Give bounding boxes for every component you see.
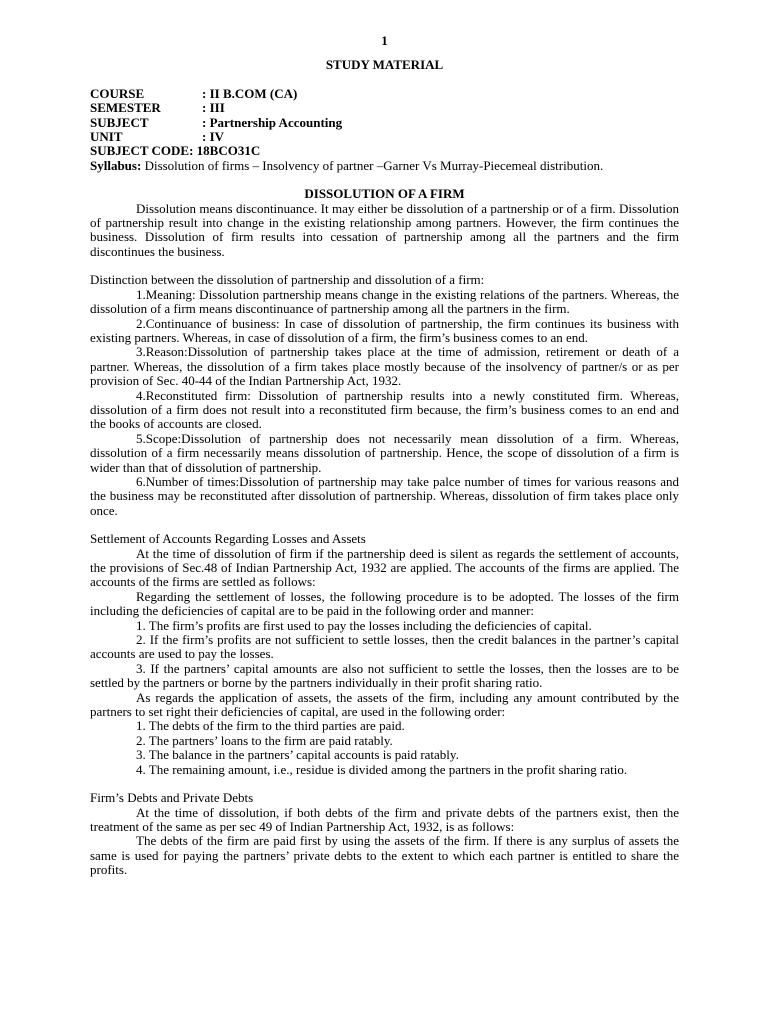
course-info-table bbox=[90, 87, 342, 145]
assets-item: 3. The balance in the partners’ capital accounts is paid ratably. bbox=[136, 747, 459, 763]
meta-value: : Partnership Accounting bbox=[202, 114, 343, 130]
intro-paragraph: Dissolution means discontinuance. It may either be dissolution of a partnership or of a firm. Dissolution of partnership result into change in the existing relationship among partners. However, the firm continues the business. Dissolution of firm results into cessation of partnership among all the partners and the firm discontinues the business. bbox=[90, 200, 679, 259]
meta-key: COURSE bbox=[90, 85, 145, 101]
settlement-paragraph: At the time of dissolution of firm if the partnership deed is silent as regards the settlement of accounts, the provisions of Sec.48 of Indian Partnership Act, 1932 are applied. The accounts of the firms are applied. The accounts of the firms are settled as follows: bbox=[90, 545, 679, 590]
settlement-title: Settlement of Accounts Regarding Losses and Assets bbox=[90, 531, 366, 547]
distinction-title: Distinction between the dissolution of partnership and dissolution of a firm: bbox=[90, 272, 485, 288]
debts-paragraph: The debts of the firm are paid first by using the assets of the firm. If there is any surplus of assets the same is used for paying the partners’ private debts to the extent to which each partner is entitled to share the profits. bbox=[90, 833, 679, 878]
document-title: STUDY MATERIAL bbox=[325, 57, 444, 73]
syllabus-text: Dissolution of firms – Insolvency of partner –Garner Vs Murray-Piecemeal distribution. bbox=[141, 157, 604, 173]
page-content bbox=[90, 34, 679, 878]
page-number: 1 bbox=[381, 33, 388, 48]
section-heading: DISSOLUTION OF A FIRM bbox=[304, 186, 465, 202]
assets-paragraph: As regards the application of assets, the assets of the firm, including any amount contributed by the partners to set right their deficiencies of capital, are used in the following order: bbox=[90, 689, 679, 720]
syllabus bbox=[90, 159, 679, 173]
distinction-item: 4.Reconstituted firm: Dissolution of partnership results into a newly constituted firm. Whereas, dissolution of a firm does not result into a reconstituted firm because, the firm’s business comes to an end and the books of accounts are closed. bbox=[90, 387, 679, 432]
meta-row bbox=[90, 130, 342, 144]
distinction-item: 6.Number of times:Dissolution of partnership may take palce number of times for various reasons and the business may be reconstituted after dissolution of partnership. Whereas, dissolution of firm takes place only once. bbox=[90, 473, 679, 518]
distinction-item: 5.Scope:Dissolution of partnership does not necessarily mean dissolution of a firm. Whereas, dissolution of a firm necessarily means dissolution of partnership. Hence, the scope of dissolution of a firm is wider than that of dissolution of partnership. bbox=[90, 430, 679, 475]
meta-row bbox=[90, 87, 342, 101]
assets-item: 1. The debts of the firm to the third parties are paid. bbox=[136, 718, 405, 734]
debts-paragraph: At the time of dissolution, if both debts of the firm and private debts of the partners exist, then the treatment of the same as per sec 49 of Indian Partnership Act, 1932, is as follows: bbox=[90, 804, 679, 834]
settlement-paragraph: Regarding the settlement of losses, the following procedure is to be adopted. The losses of the firm including the deficiencies of capital are to be paid in the following order and manner: bbox=[90, 588, 679, 619]
distinction-item: 2.Continuance of business: In case of dissolution of partnership, the firm continues its business with existing partners. Whereas, in case of dissolution of a firm, the firm’s business comes to an end. bbox=[90, 315, 679, 345]
subject-code: SUBJECT CODE: 18BCO31C bbox=[90, 143, 261, 159]
meta-key: SUBJECT bbox=[90, 114, 149, 130]
meta-key: UNIT bbox=[90, 129, 123, 145]
meta-value: : IV bbox=[202, 129, 225, 145]
meta-row bbox=[90, 101, 342, 115]
meta-row bbox=[90, 116, 342, 130]
meta-value: : II B.COM (CA) bbox=[202, 85, 298, 101]
meta-value: : III bbox=[202, 100, 225, 116]
meta-key: SEMESTER bbox=[90, 100, 161, 116]
assets-item: 4. The remaining amount, i.e., residue is divided among the partners in the profit sharing ratio. bbox=[136, 761, 628, 777]
losses-item: 2. If the firm’s profits are not sufficient to settle losses, then the credit balances in the partner’s capital accounts are used to pay the losses. bbox=[90, 632, 679, 662]
distinction-item: 1.Meaning: Dissolution partnership means change in the existing relations of the partners. Whereas, the dissolution of a firm means discontinuance of partnership among all the partners in the firm. bbox=[90, 286, 679, 317]
debts-title: Firm’s Debts and Private Debts bbox=[90, 790, 254, 806]
losses-item: 1. The firm’s profits are first used to pay the losses including the deficiencies of capital. bbox=[136, 617, 592, 633]
syllabus-label: Syllabus: bbox=[90, 157, 142, 173]
distinction-item: 3.Reason:Dissolution of partnership takes place at the time of admission, retirement or death of a partner. Whereas, the dissolution of a firm takes place mostly because of the insolvency of partner/s or as per provision of Sec. 40-44 of the Indian Partnership Act, 1932. bbox=[90, 344, 679, 389]
assets-item: 2. The partners’ loans to the firm are paid ratably. bbox=[136, 732, 393, 748]
losses-item: 3. If the partners’ capital amounts are also not sufficient to settle the losses, then the losses are to be settled by the partners or borne by the partners individually in their profit sharing ratio. bbox=[90, 660, 679, 691]
